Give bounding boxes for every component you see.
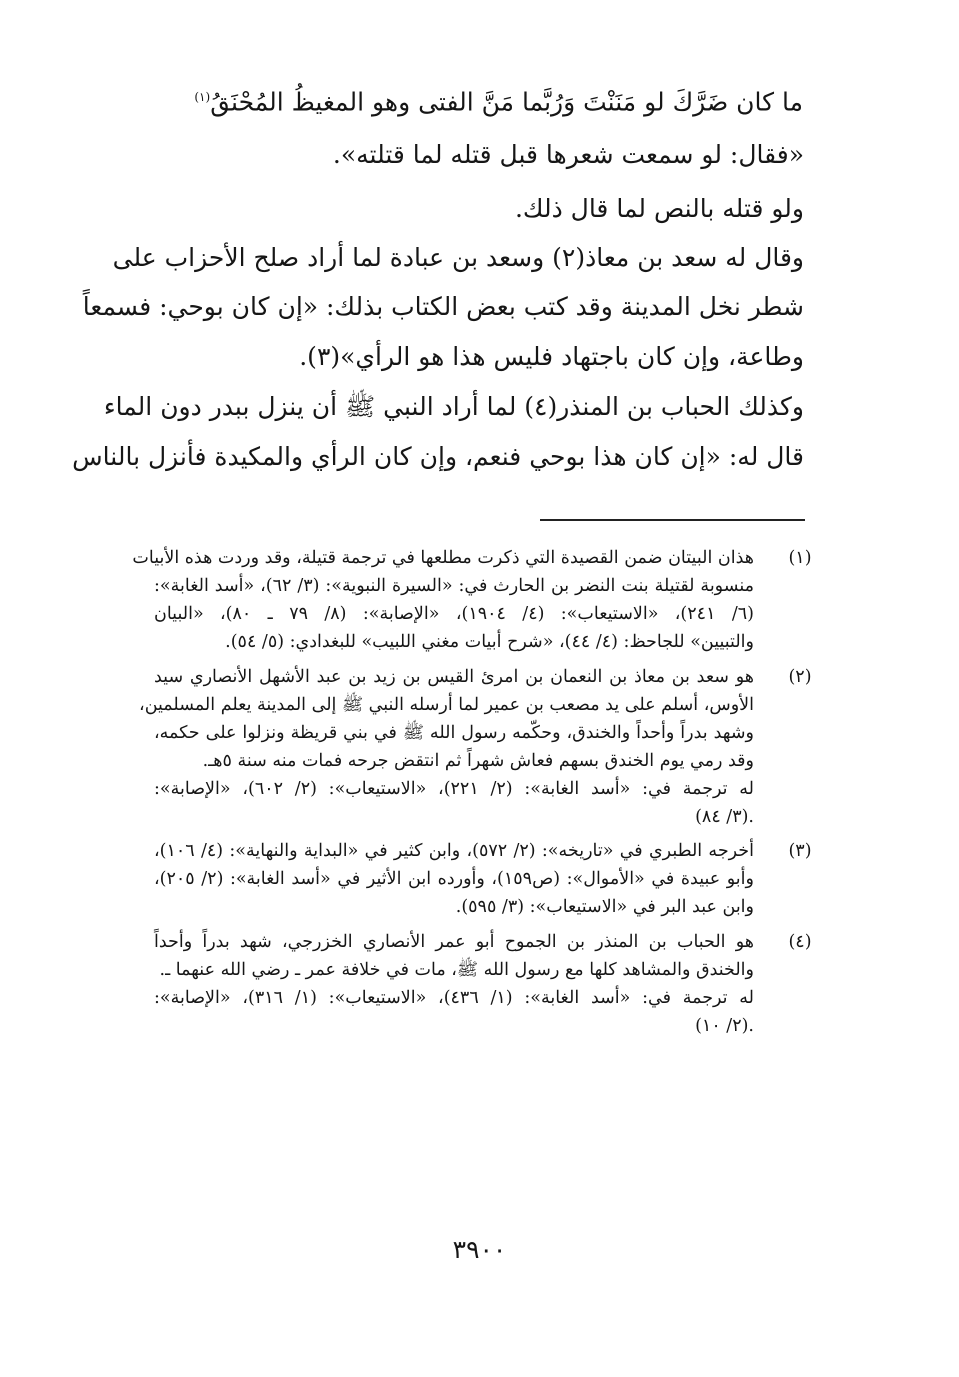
footnote-ref: (١) xyxy=(194,90,211,104)
body-line: شطر نخل المدينة وقد كتب بعض الكتاب بذلك: «إن كان بوحي: فسمعاً xyxy=(82,292,804,321)
verse-text: ما كان ضَرَّكَ لو مَنَنْتَ وَرُبَّما مَنَّ الفتى وهو المغيظُ المُحْنَقُ xyxy=(210,87,803,117)
footnote-line: وابن عبد البر في «الاستيعاب»: (٣/ ٥٩٥). xyxy=(455,897,754,917)
footnote-line: (٣/ ٨٤). xyxy=(695,807,754,827)
footnote-line: والتبيين» للجاحظ: (٤/ ٤٤)، «شرح أبيات مغني اللبيب» للبغدادي: (٥/ ٥٤). xyxy=(225,632,754,652)
footnote-line: له ترجمة في: «أسد الغابة»: (١/ ٤٣٦)، «الاستيعاب»: (١/ ٣١٦)، «الإصابة»: xyxy=(154,988,755,1008)
footnote-line: (٦/ ٢٤١)، «الاستيعاب»: (٤/ ١٩٠٤)، «الإصابة»: (٨/ ٧٩ ـ ٨٠)، «البيان xyxy=(154,604,754,624)
page-number: ٣٩٠٠ xyxy=(452,1235,507,1264)
verse-line xyxy=(194,80,803,119)
body-line: قال له: «إن كان هذا بوحي فنعم، وإن كان الرأي والمكيدة فأنزل بالناس xyxy=(72,442,804,471)
body-line: وكذلك الحباب بن المنذر(٤) لما أراد النبي ﷺ أن ينزل ببدر دون الماء xyxy=(103,392,804,421)
footnote-line: أخرجه الطبري في «تاريخه»: (٢/ ٥٧٢)، وابن كثير في «البداية والنهاية»: (٤/ ١٠٦)، xyxy=(154,841,754,861)
footnote-line: منسوبة لقتيلة بنت النضر بن الحارث في: «السيرة النبوية»: (٣/ ٦٢)، «أسد الغابة»: xyxy=(154,576,754,596)
footnote-line: له ترجمة في: «أسد الغابة»: (٢/ ٢٢١)، «الاستيعاب»: (٢/ ٦٠٢)، «الإصابة»: xyxy=(154,779,755,799)
footnote-divider xyxy=(540,519,805,521)
footnote-line: وقد رمي يوم الخندق بسهم فعاش شهراً ثم انتقض جرحه فمات منه سنة ٥هـ. xyxy=(202,751,754,771)
footnote-number: (٤) xyxy=(788,932,812,952)
footnote-line: (٢/ ١٠). xyxy=(695,1016,754,1036)
body-line: وقال له سعد بن معاذ(٢) وسعد بن عبادة لما أراد صلح الأحزاب على xyxy=(112,243,804,272)
footnote-line: وشهد بدراً وأحداً والخندق، وحكّمه رسول الله ﷺ في بني قريظة ونزلوا على حكمه، xyxy=(154,723,754,743)
footnote-line: والخندق والمشاهد كلها مع رسول الله ﷺ، مات في خلافة عمر ـ رضي الله عنهما ـ. xyxy=(159,960,754,980)
footnote-number: (٢) xyxy=(788,667,812,687)
footnote-number: (١) xyxy=(788,548,812,568)
body-line: وطاعة، وإن كان باجتهاد فليس هذا هو الرأي»(٣). xyxy=(299,342,804,371)
footnote-number: (٣) xyxy=(788,841,812,861)
body-line: «فقال: لو سمعت شعرها قبل قتله لما قتلته». xyxy=(332,140,804,169)
footnote-line: وأبو عبيدة في «الأموال»: (ص١٥٩)، وأورده ابن الأثير في «أسد الغابة»: (٢/ ٢٠٥)، xyxy=(154,869,754,889)
footnote-line: هو سعد بن معاذ بن النعمان بن امرئ القيس بن زيد بن عبد الأشهل الأنصاري سيد xyxy=(154,667,754,687)
body-line: ولو قتله بالنص لما قال ذلك. xyxy=(514,194,804,223)
footnote-line: هو الحباب بن المنذر بن الجموح أبو عمر الأنصاري الخزرجي، شهد بدراً وأحداً xyxy=(154,932,754,952)
footnote-line: هذان البيتان ضمن القصيدة التي ذكرت مطلعها في ترجمة قتيلة، وقد وردت هذه الأبيات xyxy=(132,548,754,568)
footnote-line: الأوس، أسلم على يد مصعب بن عمير لما أرسله النبي ﷺ إلى المدينة يعلم المسلمين، xyxy=(139,695,754,715)
